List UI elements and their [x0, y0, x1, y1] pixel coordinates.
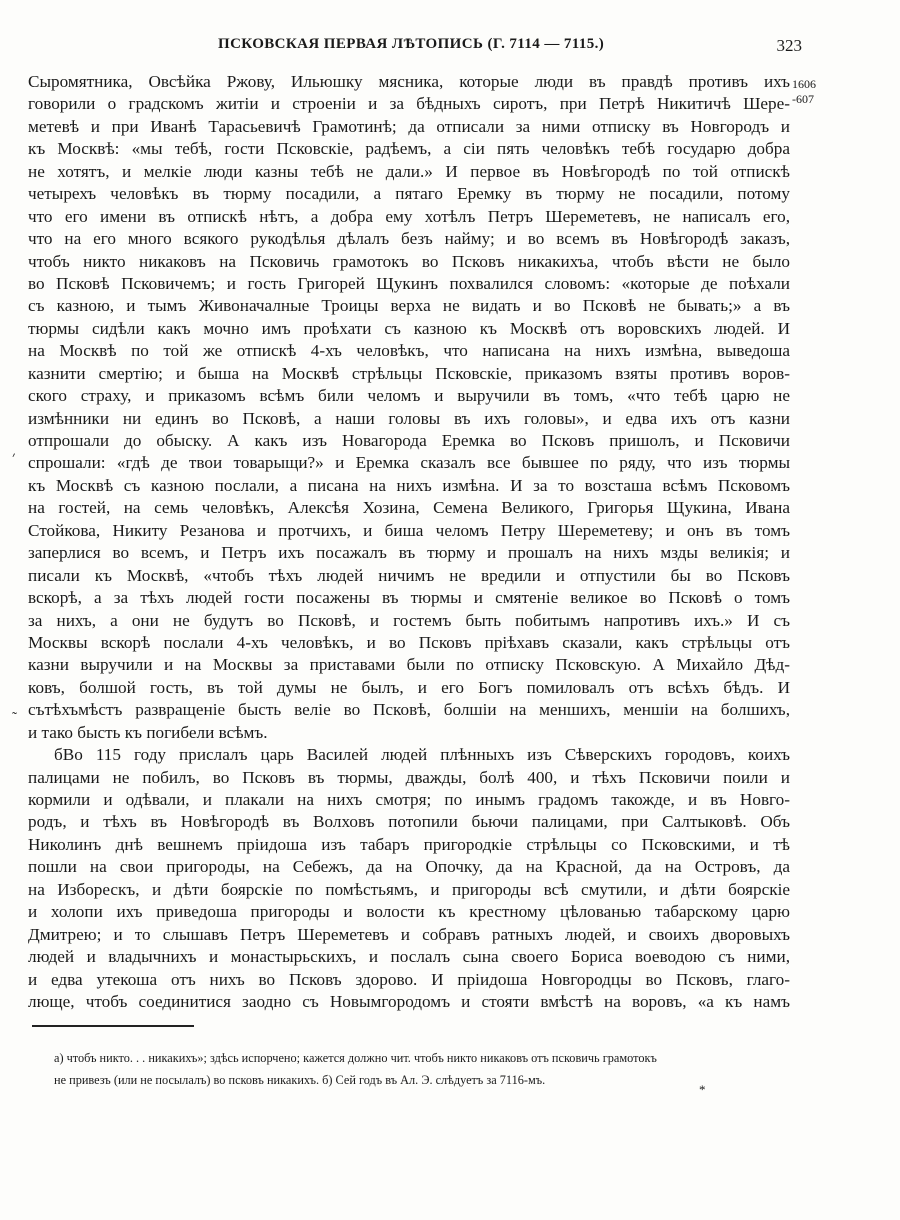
text-line: сътѣхъмѣстъ развращеніе бысть веліе во Псковѣ, болшіи на меншихъ, меншіи на болшихъ, — [28, 700, 790, 720]
text-line: родъ, и тѣхъ въ Новѣгородѣ въ Волховъ потопили бьючи палицами, при Салтыковѣ. Объ — [28, 812, 790, 832]
margin-mark: ׳ — [12, 450, 16, 466]
text-line: что его имени въ отпискѣ нѣтъ, а добра ему хотѣлъ Петръ Шереметевъ, не написалъ его, — [28, 206, 790, 226]
text-line: ского страху, и приказомъ всѣмъ били челомъ и выручили въ томъ, «что тебѣ царю не — [28, 386, 790, 406]
page-number: 323 — [776, 36, 802, 55]
asterisk-mark: * — [699, 1082, 706, 1097]
text-line: Москвы вскорѣ послали 4-хъ человѣкъ, и во Псковъ пріѣхавъ сказали, какъ стрѣльцы отъ — [28, 632, 790, 652]
text-line: и едва утекоша отъ нихъ во Псковъ здорово. И пріидоша Новгородцы во Псковъ, глаго- — [28, 969, 790, 989]
text-line: во Псковѣ Псковичемъ; и гость Григорей Щукинъ похвалился словомъ: «которые де поѣхали — [28, 273, 790, 293]
margin-year-end: -607 — [792, 92, 814, 106]
text-line: ковъ, болшой гость, въ той думы не былъ, и его Богъ помиловалъ отъ всѣхъ бѣдъ. И — [28, 677, 790, 697]
text-line: спрошали: «гдѣ де твои товарыщи?» и Еремка сказалъ все бывшее по ряду, что изъ тюрмы — [28, 453, 790, 473]
text-line: людей и владычнихъ и монастырьскихъ, и послалъ сына своего Бориса воеводою съ ними, — [28, 947, 790, 967]
text-line: не хотятъ, и мелкіе люди казны тебѣ не дали.» И первое въ Новѣгородѣ по той отпискѣ — [28, 161, 790, 181]
text-line: измѣнники ни единъ во Псковѣ, а наши головы въ ихъ головы», и едва ихъ отъ казни — [28, 408, 790, 428]
body-text — [28, 71, 790, 1013]
text-line: бВо 115 году прислалъ царь Василей людей плѣнныхъ изъ Сѣверскихъ городовъ, коихъ — [54, 745, 790, 765]
page-header — [0, 36, 900, 62]
text-line: Николинъ днѣ вешнемъ пріидоша изъ табаръ пригородкіе стрѣльцы со Псковскими, и тѣ — [28, 834, 790, 854]
text-line: заперлися во всемъ, и Петръ ихъ посажалъ въ тюрму и прошалъ на нихъ мзды великія; и — [28, 543, 790, 563]
text-line: на Москвѣ по той же отпискѣ 4-хъ человѣкъ, что написана на нихъ измѣна, выведоша — [28, 341, 790, 361]
text-line: говорили о градскомъ житіи и строеніи и за бѣдныхъ сиротъ, при Петрѣ Никитичѣ Шере- — [28, 94, 790, 114]
text-line: Стойкова, Никиту Резанова и протчихъ, и биша челомъ Петру Шереметеву; и онъ въ томъ — [28, 520, 790, 540]
text-line: палицами не побилъ, во Псковъ въ тюрмы, дважды, болѣ 400, и тѣхъ Псковичи поили и — [28, 767, 790, 787]
text-line: писали къ Москвѣ, «чтобъ тѣхъ людей ничимъ не вредили и отпустили бы во Псковъ — [28, 565, 790, 585]
text-line: и холопи ихъ приведоша пригороды и волости къ крестному цѣлованью табарскому царю — [28, 902, 790, 922]
text-line: съ казною, и тымъ Живоначалные Троицы верха не видать и во Псковѣ не бывать;» а въ — [28, 296, 790, 316]
footnote-line: а) чтобъ никто. . . никакихъ»; здѣсь испорчено; кажется должно чит. чтобъ никто никаковъ отъ псковичь грамотокъ — [54, 1051, 657, 1065]
text-line: на Изборескъ, и дѣти боярскіе по помѣстьямъ, и пригороды всѣ смутили, и дѣти боярскіе — [28, 879, 790, 899]
text-line: люще, чтобъ соединитися заодно съ Новымгородомъ и стояти вмѣстѣ на воровъ, «а къ намъ — [28, 991, 790, 1011]
text-line: кормили и одѣвали, и плакали на нихъ смотря; по инымъ градомъ такожде, и въ Новго- — [28, 790, 790, 809]
text-line: Сыромятника, Овсѣйка Ржову, Ильюшку мясника, которые люди въ правдѣ противъ ихъ — [28, 72, 790, 91]
footnote-line: не привезъ (или не посылалъ) во псковъ никакихъ. б) Сей годъ въ Ал. Э. слѣдуетъ за 7116-мъ. — [54, 1073, 546, 1087]
text-line: метевѣ и при Иванѣ Тарасьевичѣ Грамотинѣ; да отписали за ними отписку въ Новгородъ и — [28, 116, 790, 136]
margin-mark: ˜ — [12, 710, 17, 726]
text-line: вскорѣ, а за тѣхъ людей гости посажены въ тюрмы и смятеніе великое во Псковѣ о томъ — [28, 588, 790, 608]
text-line: къ Москвѣ: «мы тебѣ, гости Псковскіе, радѣемъ, а сіи пять человѣкъ тебѣ государю добра — [28, 139, 790, 159]
margin-year-start: 1606 — [792, 77, 816, 91]
text-line: четырехъ человѣкъ въ тюрму посадили, а пятаго Еремку въ тюрму не посадили, потому — [28, 184, 790, 204]
text-line: къ Москвѣ съ казною послали, а писана на нихъ измѣна. И за то возсташа всѣмъ Псковомъ — [28, 475, 790, 495]
text-line: отпрошали до обыску. А какъ изъ Новагорода Еремка во Псковъ пришолъ, и Псковичи — [28, 431, 790, 450]
text-line: на гостей, на семь человѣкъ, Алексѣя Хозина, Семена Великого, Григорья Щукина, Ивана — [28, 498, 790, 518]
footnote-divider — [32, 1025, 194, 1027]
text-line: тюрмы сидѣли какъ мочно имъ проѣхати съ казною къ Москвѣ отъ воровскихъ людей. И — [28, 318, 790, 338]
text-line: чтобъ никто никаковъ на Псковичь грамотокъ во Псковъ никакихъа, чтобъ вѣсти не было — [28, 251, 790, 271]
text-line: что на его много всякого рукодѣлья дѣлалъ безъ найму; и во всемъ въ Новѣгородѣ заказъ, — [28, 229, 790, 249]
text-line: пошли на свои пригороды, на Себежъ, да на Опочку, да на Красной, да на Островъ, да — [28, 857, 790, 877]
text-line: Дмитрею; и то слышавъ Петръ Шереметевъ и собравъ ратныхъ людей, и своихъ дворовыхъ — [28, 924, 790, 944]
text-line: казни выручили и на Москвы за приставами были по отписку Псковскую. А Михайло Дѣд- — [28, 655, 790, 675]
running-head: ПСКОВСКАЯ ПЕРВАЯ ЛѢТОПИСЬ (Г. 7114 — 7115.) — [218, 36, 605, 52]
text-line: и тако бысть къ погибели всѣмъ. — [28, 722, 268, 742]
text-line: за нихъ, а они не будутъ во Псковѣ, и гостемъ быть побитымъ напротивъ ихъ.» И съ — [28, 610, 790, 630]
text-line: казнити смертію; и быша на Москвѣ стрѣльцы Псковскіе, приказомъ взяты противъ воров- — [28, 363, 790, 383]
